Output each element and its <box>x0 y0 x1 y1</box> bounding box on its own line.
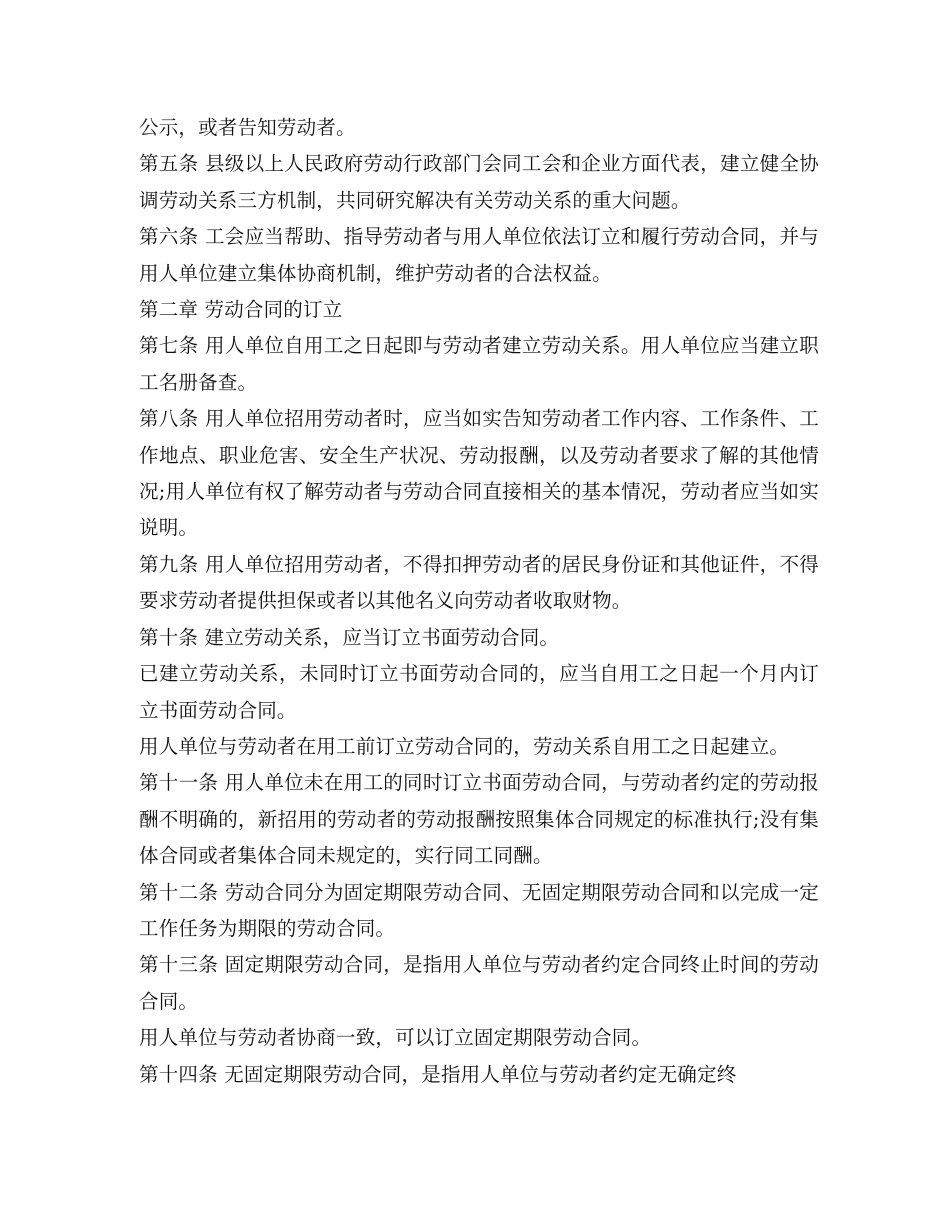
document-body <box>139 110 819 1093</box>
article-9: 第九条 用人单位招用劳动者，不得扣押劳动者的居民身份证和其他证件，不得要求劳动者提供担保或者以其他名义向劳动者收取财物。 <box>139 552 819 613</box>
article-10: 第十条 建立劳动关系，应当订立书面劳动合同。 <box>139 625 560 649</box>
paragraph-continuation: 公示，或者告知劳动者。 <box>139 116 356 139</box>
article-14: 第十四条 无固定期限劳动合同，是指用人单位与劳动者约定无确定终 <box>139 1062 737 1086</box>
article-10-para-2: 已建立劳动关系，未同时订立书面劳动合同的，应当自用工之日起一个月内订立书面劳动合同。 <box>139 662 819 722</box>
article-12: 第十二条 劳动合同分为固定期限劳动合同、无固定期限劳动合同和以完成一定工作任务为期限的劳动合同。 <box>139 880 819 940</box>
article-7: 第七条 用人单位自用工之日起即与劳动者建立劳动关系。用人单位应当建立职工名册备查。 <box>139 334 819 394</box>
article-10-para-3: 用人单位与劳动者在用工前订立劳动合同的，劳动关系自用工之日起建立。 <box>139 734 790 758</box>
article-11: 第十一条 用人单位未在用工的同时订立书面劳动合同，与劳动者约定的劳动报酬不明确的，新招用的劳动者的劳动报酬按照集体合同规定的标准执行;没有集体合同或者集体合同未规定的，实行同工同酬。 <box>139 771 819 868</box>
article-8: 第八条 用人单位招用劳动者时，应当如实告知劳动者工作内容、工作条件、工作地点、职业危害、安全生产状况、劳动报酬，以及劳动者要求了解的其他情况;用人单位有权了解劳动者与劳动合同直接相关的基本情况，劳动者应当如实说明。 <box>139 407 819 540</box>
article-13-para-2: 用人单位与劳动者协商一致，可以订立固定期限劳动合同。 <box>139 1026 652 1050</box>
chapter-2-heading: 第二章 劳动合同的订立 <box>139 298 343 322</box>
article-5: 第五条 县级以上人民政府劳动行政部门会同工会和企业方面代表，建立健全协调劳动关系三方机制，共同研究解决有关劳动关系的重大问题。 <box>139 152 819 212</box>
article-6: 第六条 工会应当帮助、指导劳动者与用人单位依法订立和履行劳动合同，并与用人单位建立集体协商机制，维护劳动者的合法权益。 <box>139 225 819 285</box>
article-13: 第十三条 固定期限劳动合同，是指用人单位与劳动者约定合同终止时间的劳动合同。 <box>139 953 819 1013</box>
